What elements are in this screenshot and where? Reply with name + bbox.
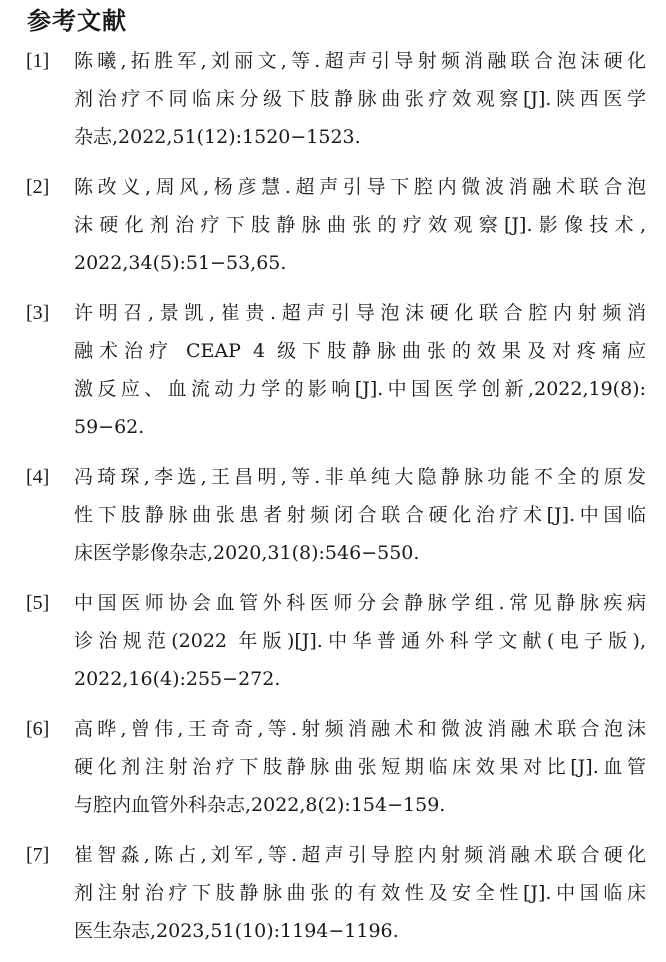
reference-line: 沫硬化剂治疗下肢静脉曲张的疗效观察[J].影像技术, — [74, 214, 646, 236]
reference-line: 崔智淼,陈占,刘军,等.超声引导腔内射频消融术联合硬化 — [74, 844, 646, 866]
reference-item — [0, 836, 666, 950]
reference-line: 剂治疗不同临床分级下肢静脉曲张疗效观察[J].陕西医学 — [74, 88, 646, 110]
reference-line: 高晔,曾伟,王奇奇,等.射频消融术和微波消融术联合泡沫 — [74, 718, 646, 740]
reference-item — [0, 42, 666, 156]
reference-line: 陈改义,周风,杨彦慧.超声引导下腔内微波消融术联合泡 — [74, 176, 646, 198]
reference-line: 医生杂志,2023,51(10):1194−1196. — [74, 920, 399, 942]
reference-line: 陈曦,拓胜军,刘丽文,等.超声引导射频消融联合泡沫硬化 — [74, 50, 646, 72]
reference-item — [0, 458, 666, 572]
reference-line: 融术治疗 CEAP 4 级下肢静脉曲张的效果及对疼痛应 — [74, 340, 646, 362]
reference-number: [2] — [26, 176, 50, 198]
reference-number: [4] — [26, 466, 50, 488]
reference-line: 硬化剂注射治疗下肢静脉曲张短期临床效果对比[J].血管 — [74, 756, 646, 778]
section-heading: 参考文献 — [27, 7, 127, 35]
reference-line: 59−62. — [74, 416, 145, 438]
reference-line: 性下肢静脉曲张患者射频闭合联合硬化治疗术[J].中国临 — [74, 504, 646, 526]
reference-number: [6] — [26, 718, 50, 740]
reference-item — [0, 294, 666, 446]
reference-line: 2022,16(4):255−272. — [74, 668, 281, 690]
reference-line: 床医学影像杂志,2020,31(8):546−550. — [74, 542, 420, 564]
reference-list — [0, 42, 666, 962]
reference-line: 冯琦琛,李选,王昌明,等.非单纯大隐静脉功能不全的原发 — [74, 466, 646, 488]
reference-line: 许明召,景凯,崔贵.超声引导泡沫硬化联合腔内射频消 — [74, 302, 646, 324]
reference-line: 2022,34(5):51−53,65. — [74, 252, 287, 274]
reference-number: [3] — [26, 302, 50, 324]
reference-number: [1] — [26, 50, 50, 72]
reference-line: 诊治规范(2022 年版)[J].中华普通外科学文献(电子版), — [74, 630, 646, 652]
reference-line: 剂注射治疗下肢静脉曲张的有效性及安全性[J].中国临床 — [74, 882, 646, 904]
reference-line: 与腔内血管外科杂志,2022,8(2):154−159. — [74, 794, 446, 816]
reference-item — [0, 168, 666, 282]
reference-item — [0, 584, 666, 698]
reference-line: 激反应、血流动力学的影响[J].中国医学创新,2022,19(8): — [74, 378, 646, 400]
reference-line: 杂志,2022,51(12):1520−1523. — [74, 126, 361, 148]
reference-number: [5] — [26, 592, 50, 614]
reference-number: [7] — [26, 844, 50, 866]
reference-item — [0, 710, 666, 824]
reference-line: 中国医师协会血管外科医师分会静脉学组.常见静脉疾病 — [74, 592, 646, 614]
